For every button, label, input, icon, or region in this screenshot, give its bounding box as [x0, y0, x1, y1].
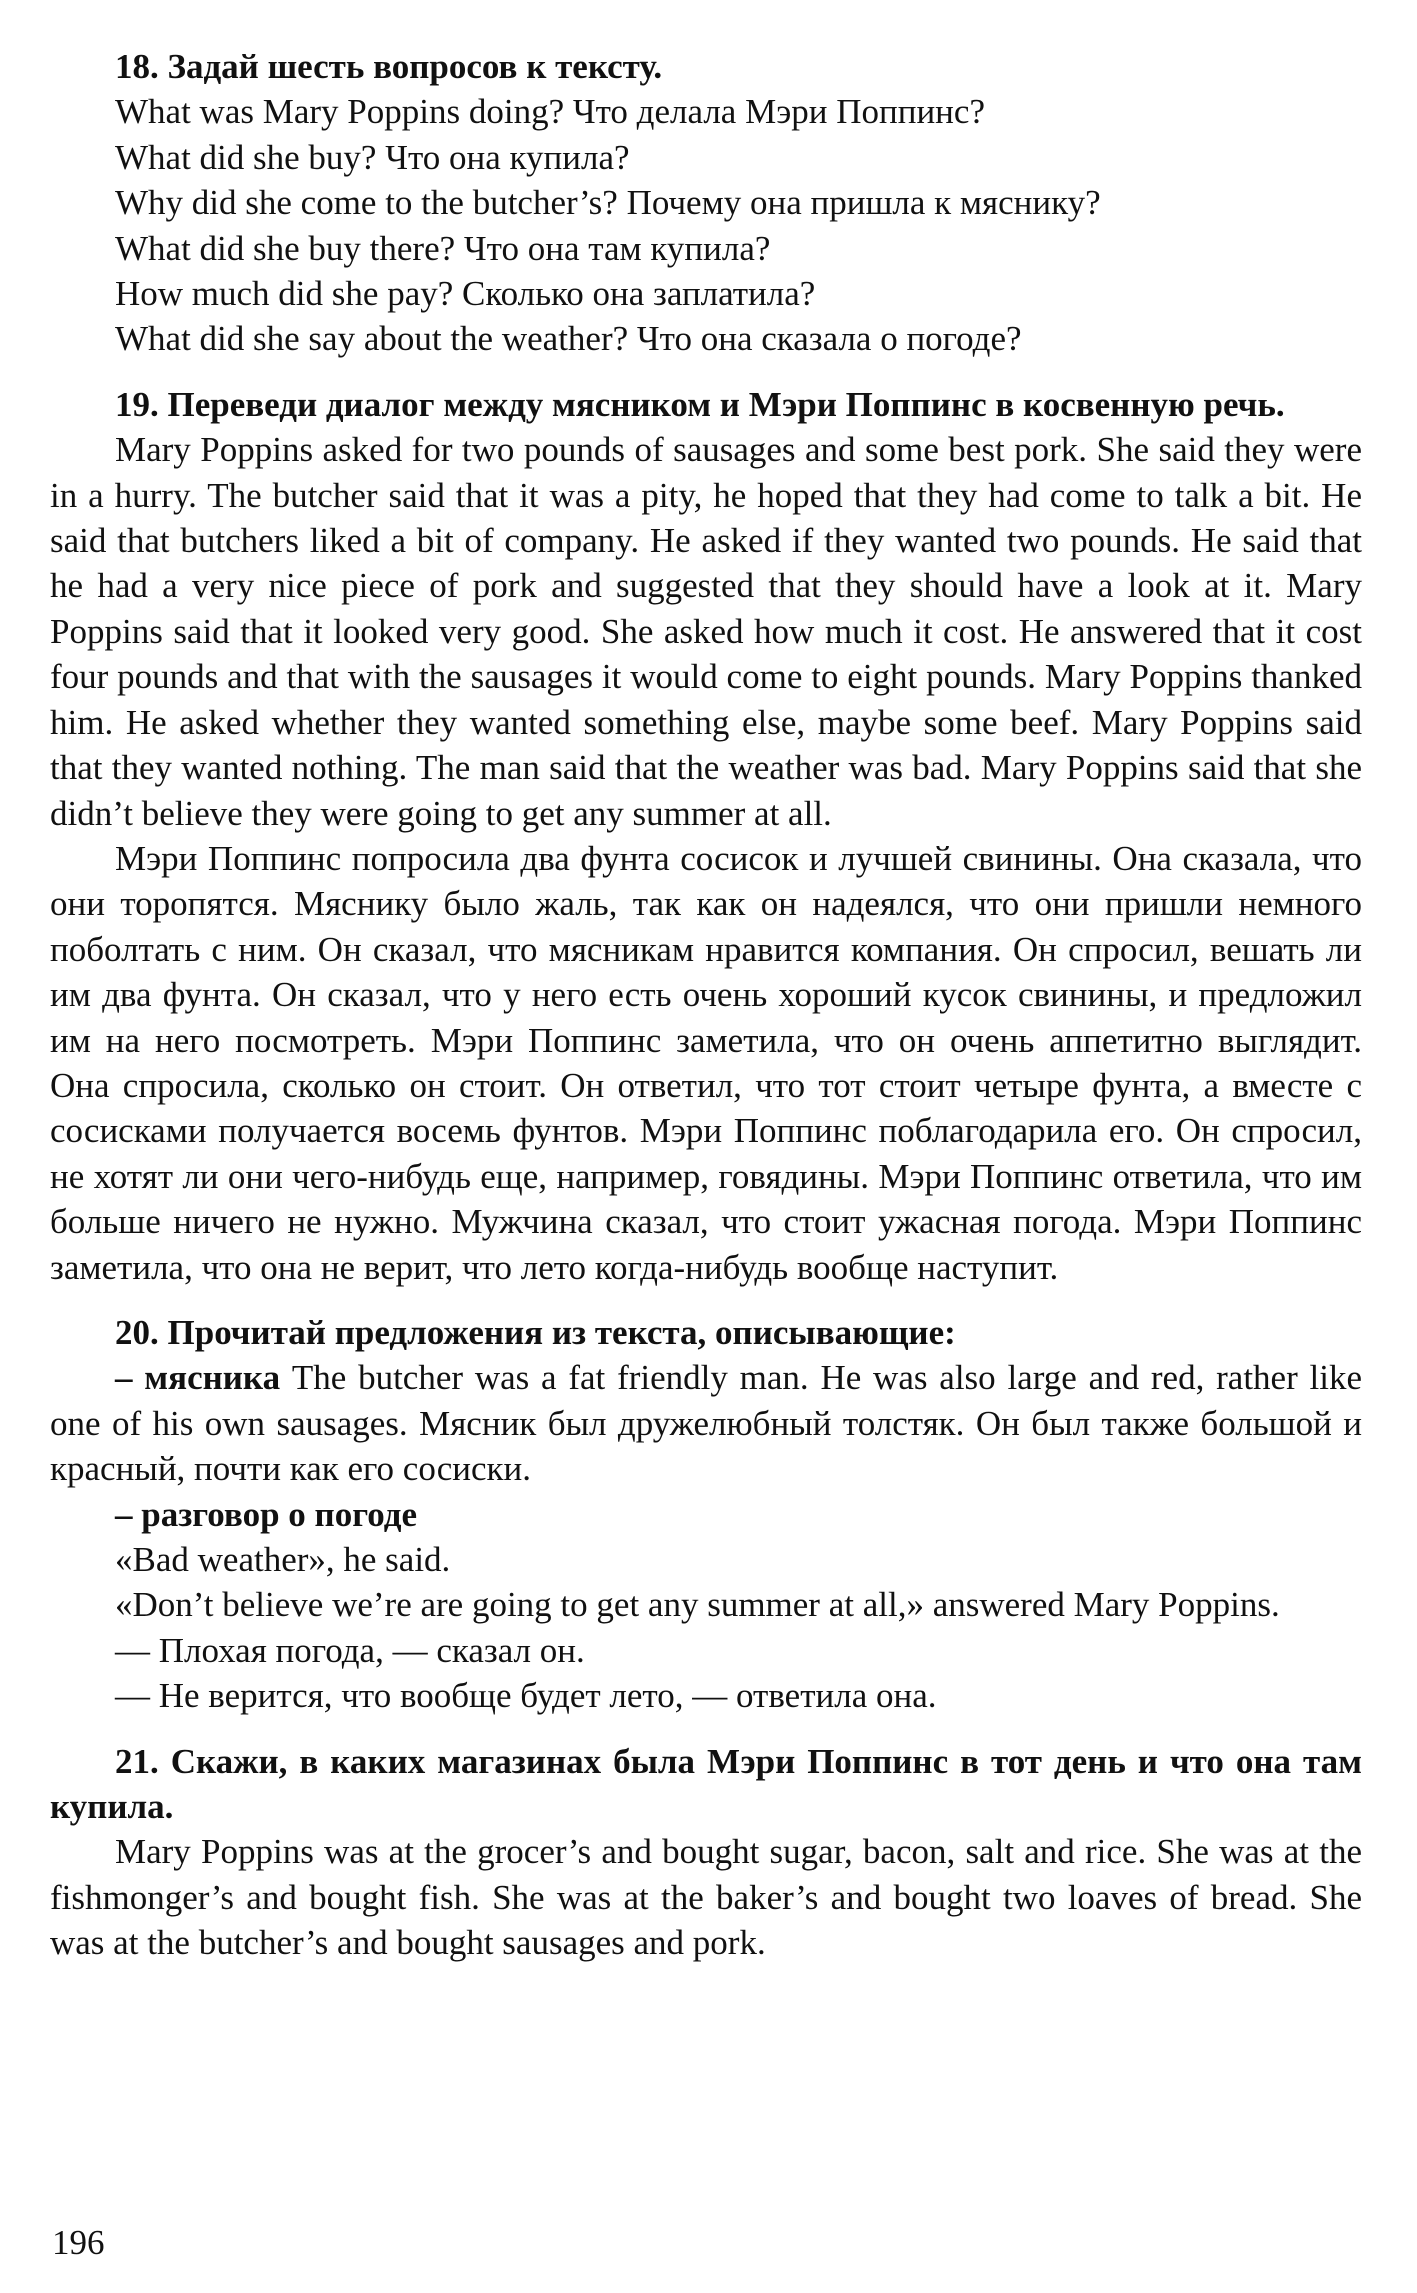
exercise-21-title: 21. Скажи, в каких магазинах была Мэри Поппинс в тот день и что она там купила. [50, 1741, 1362, 1827]
question-line: What did she buy? Что она купила? [115, 137, 630, 177]
question-line: What was Mary Poppins doing? Что делала Мэри Поппинс? [115, 92, 985, 132]
butcher-label: – мясника [115, 1358, 281, 1398]
weather-line: — Плохая погода, — сказал он. [115, 1630, 585, 1670]
russian-paragraph: Мэри Поппинс попросила два фунта сосисок и лучшей свинины. Она сказала, что они торопятся. Мяснику было жаль, так как он надеялся, что они пришли немного поболтать с ним. Он сказал, что мясникам нравится компания. Он спросил, вешать ли им два фунта. Он сказал, что у него есть очень хороший кусок свинины, и предложил им на него посмотреть. Мэри Поппинс заметила, что он очень аппетитно выглядит. Она спросила, сколько он стоит. Он ответил, что тот стоит четыре фунта, а вместе с сосисками получается восемь фунтов. Мэри Поппинс поблагодарила его. Он спросил, не хотят ли они чего-нибудь еще, например, говядины. Мэри Поппинс ответила, что им больше ничего не нужно. Мужчина сказал, что стоит ужасная погода. Мэри Поппинс заметила, что она не верит, что лето когда-нибудь вообще наступит. [50, 838, 1362, 1287]
exercise-20-title: 20. Прочитай предложения из текста, описывающие: [115, 1312, 956, 1352]
exercise-18 [50, 44, 1362, 362]
exercise-19-title: 19. Переведи диалог между мясником и Мэри Поппинс в косвенную речь. [115, 384, 1285, 424]
exercise-20 [50, 1310, 1362, 1719]
weather-label: – разговор о погоде [115, 1494, 417, 1534]
exercise-21 [50, 1739, 1362, 1966]
shops-paragraph: Mary Poppins was at the grocer’s and bought sugar, bacon, salt and rice. She was at the fishmonger’s and bought fish. She was at the baker’s and bought two loaves of bread. She was at the butcher’s and bought sausages and pork. [50, 1832, 1362, 1963]
weather-line: «Don’t believe we’re are going to get any summer at all,» answered Mary Poppins. [115, 1585, 1280, 1625]
butcher-description [50, 1355, 1362, 1491]
page-content [50, 44, 1362, 1966]
question-line: How much did she pay? Сколько она заплатила? [115, 274, 816, 314]
butcher-text: The butcher was a fat friendly man. He was also large and red, rather like one of his own sausages. Мясник был дружелюбный толстяк. Он был также большой и красный, почти как его сосиски. [50, 1358, 1363, 1489]
exercise-19 [50, 382, 1362, 1290]
question-line: Why did she come to the butcher’s? Почему она пришла к мяснику? [115, 183, 1101, 223]
question-line: What did she buy there? Что она там купила? [115, 228, 771, 268]
page-number: 196 [52, 2223, 105, 2262]
english-paragraph: Mary Poppins asked for two pounds of sausages and some best pork. She said they were in a hurry. The butcher said that it was a pity, he hoped that they had come to talk a bit. He said that butchers liked a bit of company. He asked if they wanted two pounds. He said that he had a very nice piece of pork and suggested that they should have a look at it. Mary Poppins said that it looked very good. She asked how much it cost. He answered that it cost four pounds and that with the sausages it would come to eight pounds. Mary Poppins thanked him. He asked whether they wanted something else, maybe some beef. Mary Poppins said that they wanted nothing. The man said that the weather was bad. Mary Poppins said that she didn’t believe they were going to get any summer at all. [50, 430, 1362, 833]
question-line: What did she say about the weather? Что она сказала о погоде? [115, 319, 1022, 359]
exercise-18-title: 18. Задай шесть вопросов к тексту. [115, 47, 663, 86]
weather-line: — Не верится, что вообще будет лето, — ответила она. [115, 1676, 937, 1716]
weather-line: «Bad weather», he said. [115, 1540, 451, 1579]
